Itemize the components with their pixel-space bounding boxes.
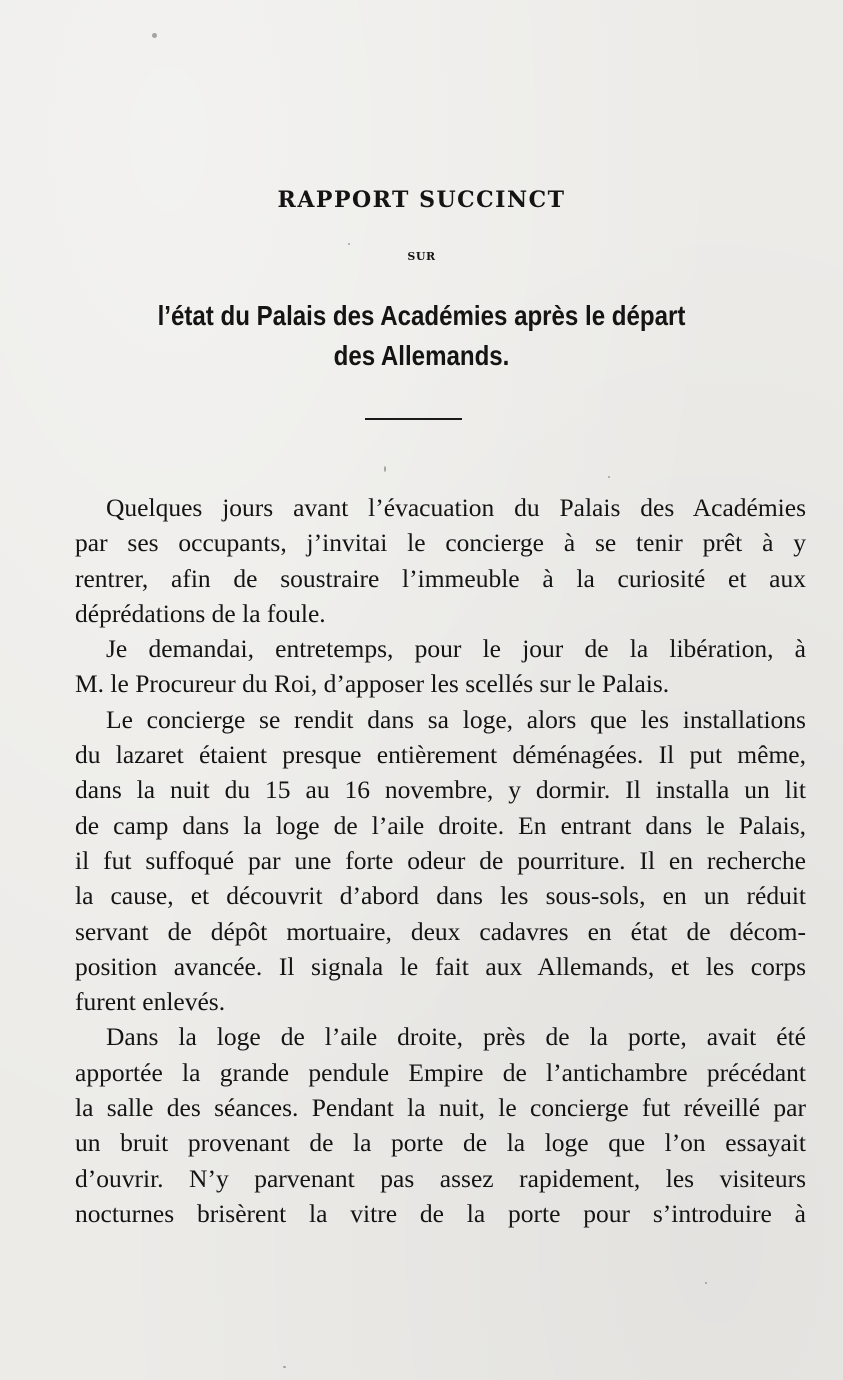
document-body	[44, 490, 806, 1231]
text-line: Le concierge se rendit dans sa loge, alors que les installations	[106, 704, 806, 734]
paragraph-2	[44, 631, 806, 702]
text-line: nocturnes brisèrent la vitre de la porte pour s’introduire à	[75, 1198, 806, 1228]
text-line: position avancée. Il signala le fait aux Allemands, et les corps	[75, 951, 806, 981]
paragraph-4	[44, 1019, 806, 1231]
text-line: la cause, et découvrit d’abord dans les sous-sols, en un réduit	[75, 881, 806, 911]
text-line: d’ouvrir. N’y parvenant pas assez rapidement, les visiteurs	[75, 1163, 806, 1193]
paper-speck	[608, 476, 610, 478]
text-line: furent enlevés.	[75, 987, 226, 1017]
text-line: Je demandai, entretemps, pour le jour de la libération, à	[106, 634, 806, 664]
document-subtitle: SUR	[407, 250, 436, 263]
text-line: déprédations de la foule.	[75, 598, 326, 628]
text-line: M. le Procureur du Roi, d’apposer les scellés sur le Palais.	[75, 669, 670, 699]
section-divider	[365, 418, 462, 420]
paper-speck	[152, 33, 157, 38]
document-title: RAPPORT SUCCINCT	[277, 187, 566, 213]
text-line: de camp dans la loge de l’aile droite. En entrant dans le Palais,	[75, 810, 806, 840]
paper-speck	[384, 466, 386, 472]
paragraph-1	[44, 490, 806, 631]
text-line: du lazaret étaient presque entièrement déménagées. Il put même,	[75, 740, 806, 770]
text-line: il fut suffoqué par une forte odeur de pourriture. Il en recherche	[75, 845, 806, 875]
text-line: rentrer, afin de soustraire l’immeuble à la curiosité et aux	[75, 563, 806, 593]
paragraph-3	[44, 702, 806, 1020]
heading-line-2: des Allemands.	[333, 340, 510, 371]
text-line: servant de dépôt mortuaire, deux cadavres en état de décom-	[75, 916, 806, 946]
text-line: dans la nuit du 15 au 16 novembre, y dormir. Il installa un lit	[75, 775, 806, 805]
paper-speck	[705, 1282, 707, 1284]
paper-speck	[348, 243, 350, 245]
text-line: apportée la grande pendule Empire de l’antichambre précédant	[75, 1057, 806, 1087]
paper-speck	[283, 1366, 286, 1368]
text-line: Dans la loge de l’aile droite, près de la porte, avait été	[106, 1022, 806, 1052]
text-line: par ses occupants, j’invitai le concierge à se tenir prêt à y	[75, 528, 806, 558]
document-heading	[119, 296, 724, 376]
text-line: un bruit provenant de la porte de la loge que l’on essayait	[75, 1128, 806, 1158]
text-line: la salle des séances. Pendant la nuit, le concierge fut réveillé par	[75, 1093, 806, 1123]
text-line: Quelques jours avant l’évacuation du Palais des Académies	[106, 493, 806, 522]
heading-line-1: l’état du Palais des Académies après le départ	[157, 300, 686, 331]
